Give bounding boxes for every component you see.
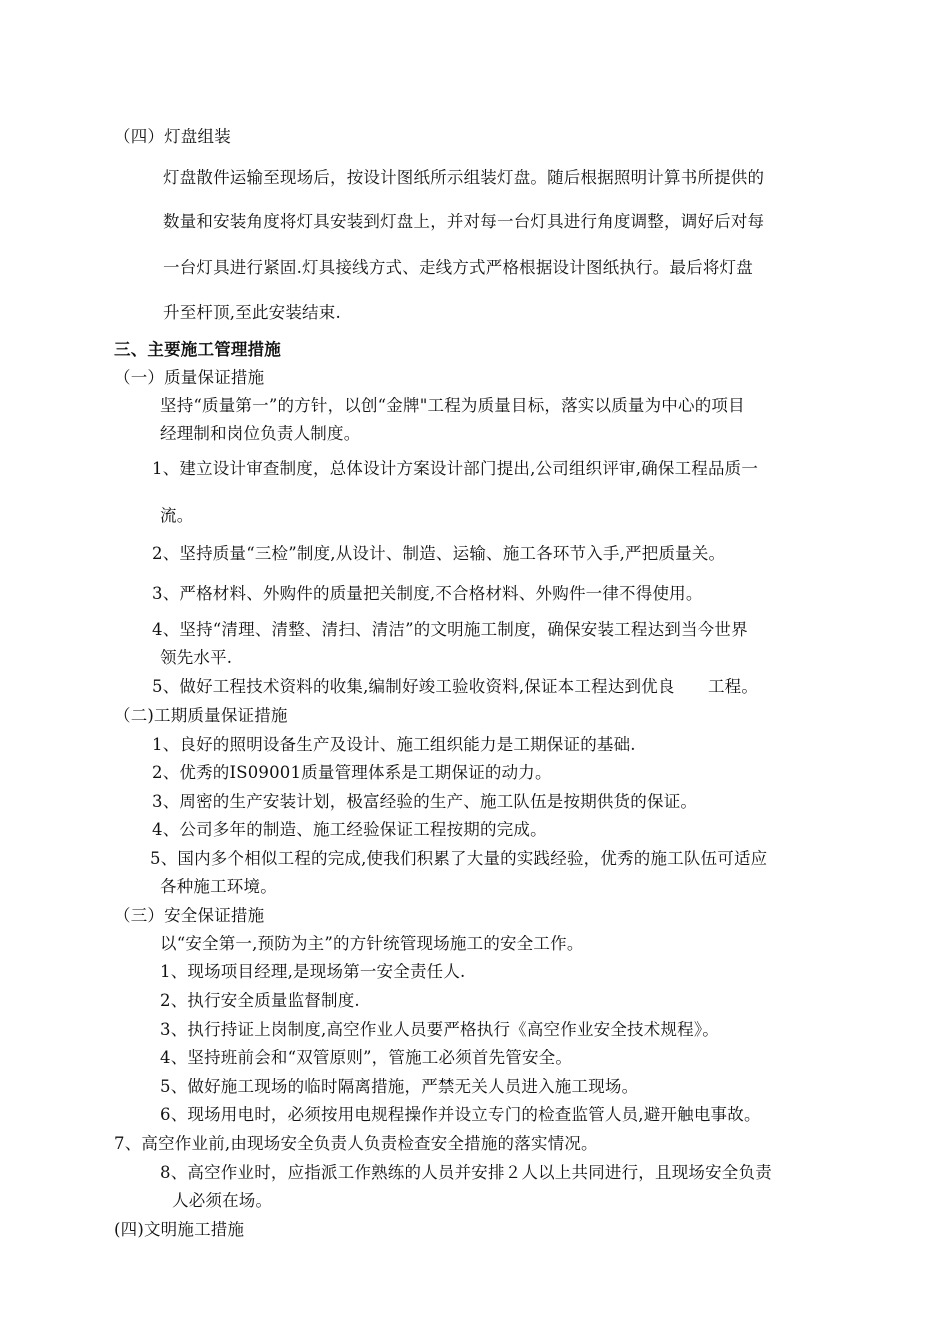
paragraph-line: 坚持“质量第一”的方针，以创“金牌"工程为质量目标，落实以质量为中心的项目 [160,396,745,415]
list-item: 6、现场用电时，必须按用电规程操作并设立专门的检查监管人员,避开触电事故。 [160,1105,761,1124]
section-heading-quality: （一）质量保证措施 [114,368,265,387]
list-item: 3、严格材料、外购件的质量把关制度,不合格材料、外购件一律不得使用。 [152,584,703,603]
list-item: 4、坚持班前会和“双管原则”，管施工必须首先管安全。 [160,1048,573,1067]
list-item: 1、良好的照明设备生产及设计、施工组织能力是工期保证的基础. [152,735,636,754]
section-heading-civilized-construction: (四)文明施工措施 [114,1220,245,1239]
list-item: 2、执行安全质量监督制度. [160,991,360,1010]
list-item: 4、坚持“清理、清整、清扫、清洁”的文明施工制度，确保安装工程达到当今世界 [152,620,748,639]
paragraph-line: 升至杆顶,至此安装结束. [163,303,341,322]
paragraph-line: 以“安全第一,预防为主”的方针统管现场施工的安全工作。 [160,934,584,953]
list-item: 4、公司多年的制造、施工经验保证工程按期的完成。 [152,820,547,839]
list-item: 1、建立设计审查制度，总体设计方案设计部门提出,公司组织评审,确保工程品质一 [152,459,759,478]
list-item: 7、高空作业前,由现场安全负责人负责检查安全措施的落实情况。 [114,1134,598,1153]
list-item-continuation: 流。 [160,506,194,525]
list-item: 2、优秀的IS09001质量管理体系是工期保证的动力。 [152,763,552,782]
list-item: 5、做好工程技术资料的收集,编制好竣工验收资料,保证本工程达到优良 工程。 [152,677,759,696]
list-item: 3、执行持证上岗制度,高空作业人员要严格执行《高空作业安全技术规程》。 [160,1020,719,1039]
paragraph-line: 数量和安装角度将灯具安装到灯盘上，并对每一台灯具进行角度调整，调好后对每 [163,212,765,231]
list-item: 1、现场项目经理,是现场第一安全责任人. [160,962,466,981]
list-item-continuation: 领先水平. [160,648,233,667]
chapter-heading-management-measures: 三、主要施工管理措施 [114,340,281,359]
section-heading-schedule: （二)工期质量保证措施 [114,706,288,725]
list-item-continuation: 各种施工环境。 [160,877,277,896]
list-item: 5、国内多个相似工程的完成,使我们积累了大量的实践经验，优秀的施工队伍可适应 [150,849,768,868]
list-item: 8、高空作业时，应指派工作熟练的人员并安排２人以上共同进行，且现场安全负责 [160,1163,772,1182]
paragraph-line: 灯盘散件运输至现场后，按设计图纸所示组装灯盘。随后根据照明计算书所提供的 [163,168,765,187]
list-item: 3、周密的生产安装计划，极富经验的生产、施工队伍是按期供货的保证。 [152,792,698,811]
paragraph-line: 一台灯具进行紧固.灯具接线方式、走线方式严格根据设计图纸执行。最后将灯盘 [163,258,753,277]
section-heading-safety: （三）安全保证措施 [114,906,265,925]
list-item: 2、坚持质量“三检”制度,从设计、制造、运输、施工各环节入手,严把质量关。 [152,544,726,563]
section-heading-light-panel-assembly: （四）灯盘组装 [114,127,231,146]
paragraph-line: 经理制和岗位负责人制度。 [160,424,361,443]
list-item-continuation: 人必须在场。 [172,1191,273,1210]
list-item: 5、做好施工现场的临时隔离措施，严禁无关人员进入施工现场。 [160,1077,639,1096]
